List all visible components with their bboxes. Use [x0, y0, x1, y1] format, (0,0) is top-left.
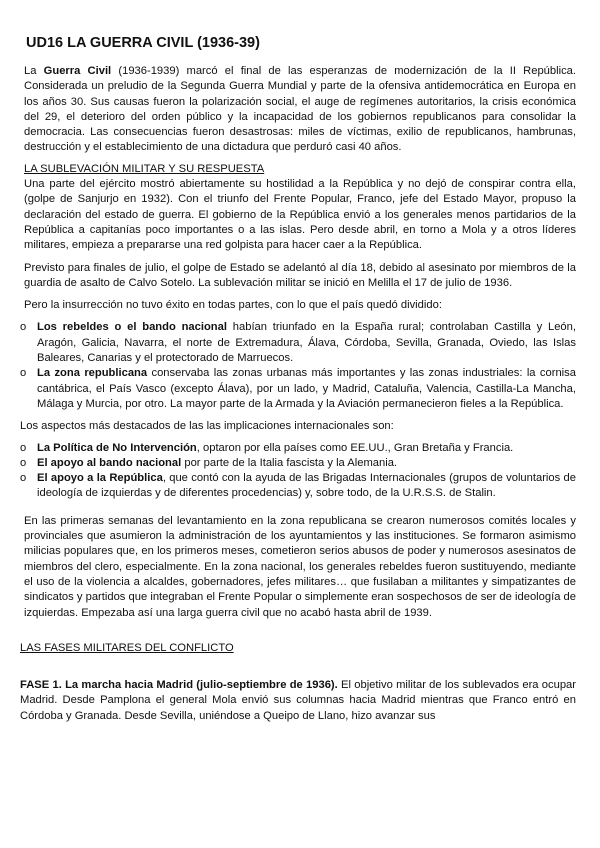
- bullet-marker: o: [20, 456, 27, 469]
- list-item-bold: Los rebeldes o el bando nacional: [37, 321, 227, 334]
- page-title: UD16 LA GUERRA CIVIL (1936-39): [26, 35, 260, 51]
- list-item: [20, 441, 576, 456]
- list-item: [20, 366, 576, 412]
- list-item-bold: La Política de No Intervención: [37, 441, 197, 454]
- section-heading-sublevacion: LA SUBLEVACIÓN MILITAR Y SU RESPUESTA: [24, 162, 265, 175]
- international-intro: Los aspectos más destacados de las las implicaciones internacionales son:: [20, 420, 394, 433]
- sublevacion-paragraph-2: Previsto para finales de julio, el golpe de Estado se adelantó al día 18, debido al asesinato por miembros de la guardia de asalto de Calvo Sotelo. La sublevación militar se inició en Melilla el 17 de julio de 1936.: [24, 261, 576, 289]
- list-item: [20, 471, 576, 502]
- intro-bold: Guerra Civil: [43, 65, 112, 77]
- list-item-text: , optaron por ella países como EE.UU., Gran Bretaña y Francia.: [196, 441, 514, 454]
- list-item-text: , que contó con la ayuda de las Brigadas Internacionales (grupos de voluntarios de ideología de izquierdas y de diferentes procedencias) y, sobre todo, de la U.R.S.S. de Stalin.: [37, 472, 576, 500]
- document-body: [20, 34, 576, 724]
- bullet-marker: o: [20, 367, 27, 380]
- intro-paragraph: [24, 64, 576, 156]
- bullet-marker: o: [20, 441, 27, 454]
- list-item-text: por parte de la Italia fascista y la Alemania.: [181, 456, 398, 469]
- fase1-paragraph: [20, 678, 576, 724]
- list-item-text: conservaba las zonas urbanas más importantes y las zonas industriales: la cornisa cantábrica, el País Vasco (excepto Álava), por un lado, y Madrid, Cataluña, Valencia, Castilla-La Mancha, Málaga y Murcia, por otro. La mayor parte de la Armada y la Aviación permanecieron fieles a la República.: [37, 367, 576, 410]
- section-heading-fases: LAS FASES MILITARES DEL CONFLICTO: [20, 641, 234, 654]
- list-item: [20, 456, 576, 471]
- international-list: [20, 441, 576, 502]
- list-item-bold: El apoyo a la República: [37, 472, 163, 485]
- sublevacion-paragraph-3: Pero la insurrección no tuvo éxito en todas partes, con lo que el país quedó dividido:: [24, 299, 442, 312]
- committees-paragraph: En las primeras semanas del levantamiento en la zona republicana se crearon numerosos comités locales y provinciales que asumieron la administración de los ayuntamientos y las instituciones. Se formaron asimismo milicias populares que, en los primeros meses, cometieron serios abusos de poder y numerosos asesinatos de miembros del clero, especialmente. En la zona nacional, los generales rebeldes fueron sustituyendo, mediante el uso de la violencia a alcaldes, gobernadores, jefes militares… que fusilaban a militantes y simpatizantes de sindicatos y partidos que integraban el Frente Popular o simplemente eran sospechosos de ser de ideología de izquierdas. Empezaba así una larga guerra civil que no acabó hasta abril de 1939.: [24, 514, 576, 619]
- bullet-marker: o: [20, 472, 27, 485]
- list-item-bold: El apoyo al bando nacional: [37, 456, 182, 469]
- fase1-text: El objetivo militar de los sublevados era ocupar Madrid. Desde Pamplona el general Mola envió sus columnas hacia Madrid mientras que Franco entró en Córdoba y Granada. Desde Sevilla, uniéndose a Queipo de Llano, hizo avanzar sus: [20, 679, 576, 722]
- intro-pre: La: [24, 65, 44, 77]
- division-list: [20, 320, 576, 412]
- intro-post: (1936-1939) marcó el final de las esperanzas de modernización de la II República. Considerada un preludio de la Segunda Guerra Mundial y parte de la ofensiva antidemocrática en Europa en los años 30. Sus causas fueron la polarización social, el auge de regímenes autoritarios, la crisis económica del 29, el deterioro del orden público y la incapacidad de los gobiernos republicanos para consolidar la democracia. Las consecuencias fueron desastrosas: miles de víctimas, exilio de republicanos, hambrunas, destrucción y el establecimiento de una dictadura que perduró casi 40 años.: [24, 65, 577, 154]
- list-item: [20, 320, 576, 366]
- list-item-text: habían triunfado en la España rural; controlaban Castilla y León, Aragón, Galicia, Navarra, el norte de Extremadura, Álava, Córdoba, Sevilla, Granada, Oviedo, las Islas Baleares, Canarias y el protectorado de Marruecos.: [37, 321, 576, 365]
- sublevacion-paragraph-1: Una parte del ejército mostró abiertamente su hostilidad a la República y no dejó de conspirar contra ella, (golpe de Sanjurjo en 1932). Con el triunfo del Frente Popular, Franco, jefe del Estado Mayor, propuso la declaración del estado de guerra. El gobierno de la República envió a los generales menos partidarios de la República a capitanías poco importantes o a las islas. Pero desde abril, en torno a Mola y a otros líderes militares, empieza a prepararse una red golpista para hacer caer a la República.: [24, 178, 576, 252]
- bullet-marker: o: [20, 321, 27, 334]
- list-item-bold: La zona republicana: [37, 367, 148, 380]
- fase1-bold: FASE 1. La marcha hacia Madrid (julio-septiembre de 1936).: [20, 679, 338, 692]
